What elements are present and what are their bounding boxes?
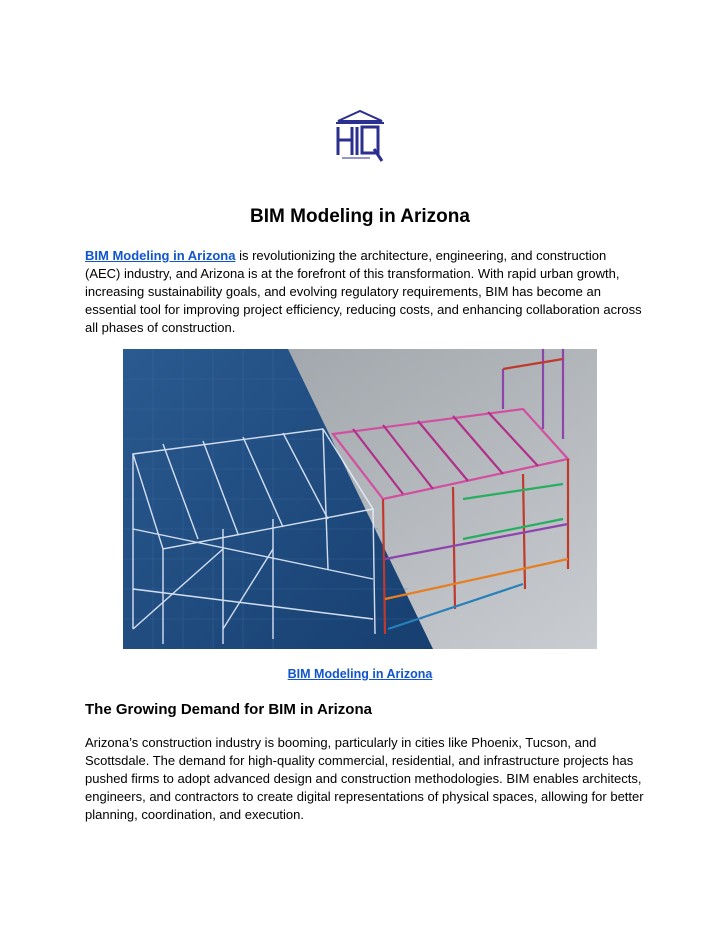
section-paragraph: Arizona’s construction industry is booming, particularly in cities like Phoenix, Tucson, and Scottsdale. The demand for high-quality commercial, residential, and infrastructure projects has pushed firms to adopt advanced design and construction methodologies. BIM enables architects, engineers, and contractors to create digital representations of physical spaces, allowing for better planning, coordination, and execution. <box>85 735 644 822</box>
image-caption-link[interactable]: BIM Modeling in Arizona <box>287 667 433 681</box>
section-heading: The Growing Demand for BIM in Arizona <box>85 701 372 718</box>
intro-paragraph <box>85 247 645 337</box>
intro-text: is revolutionizing the architecture, engineering, and construction (AEC) industry, and Arizona is at the forefront of this transformation. With rapid urban growth, increasing sustainability goals, and evolving regulatory requirements, BIM has become an essential tool for improving project efficiency, reducing costs, and enhancing collaboration across all phases of construction. <box>85 248 642 335</box>
intro-link[interactable]: BIM Modeling in Arizona <box>85 248 236 263</box>
page-title: BIM Modeling in Arizona <box>250 206 470 227</box>
hiq-logo-icon <box>330 109 390 164</box>
bim-structure-model-image <box>123 349 597 649</box>
